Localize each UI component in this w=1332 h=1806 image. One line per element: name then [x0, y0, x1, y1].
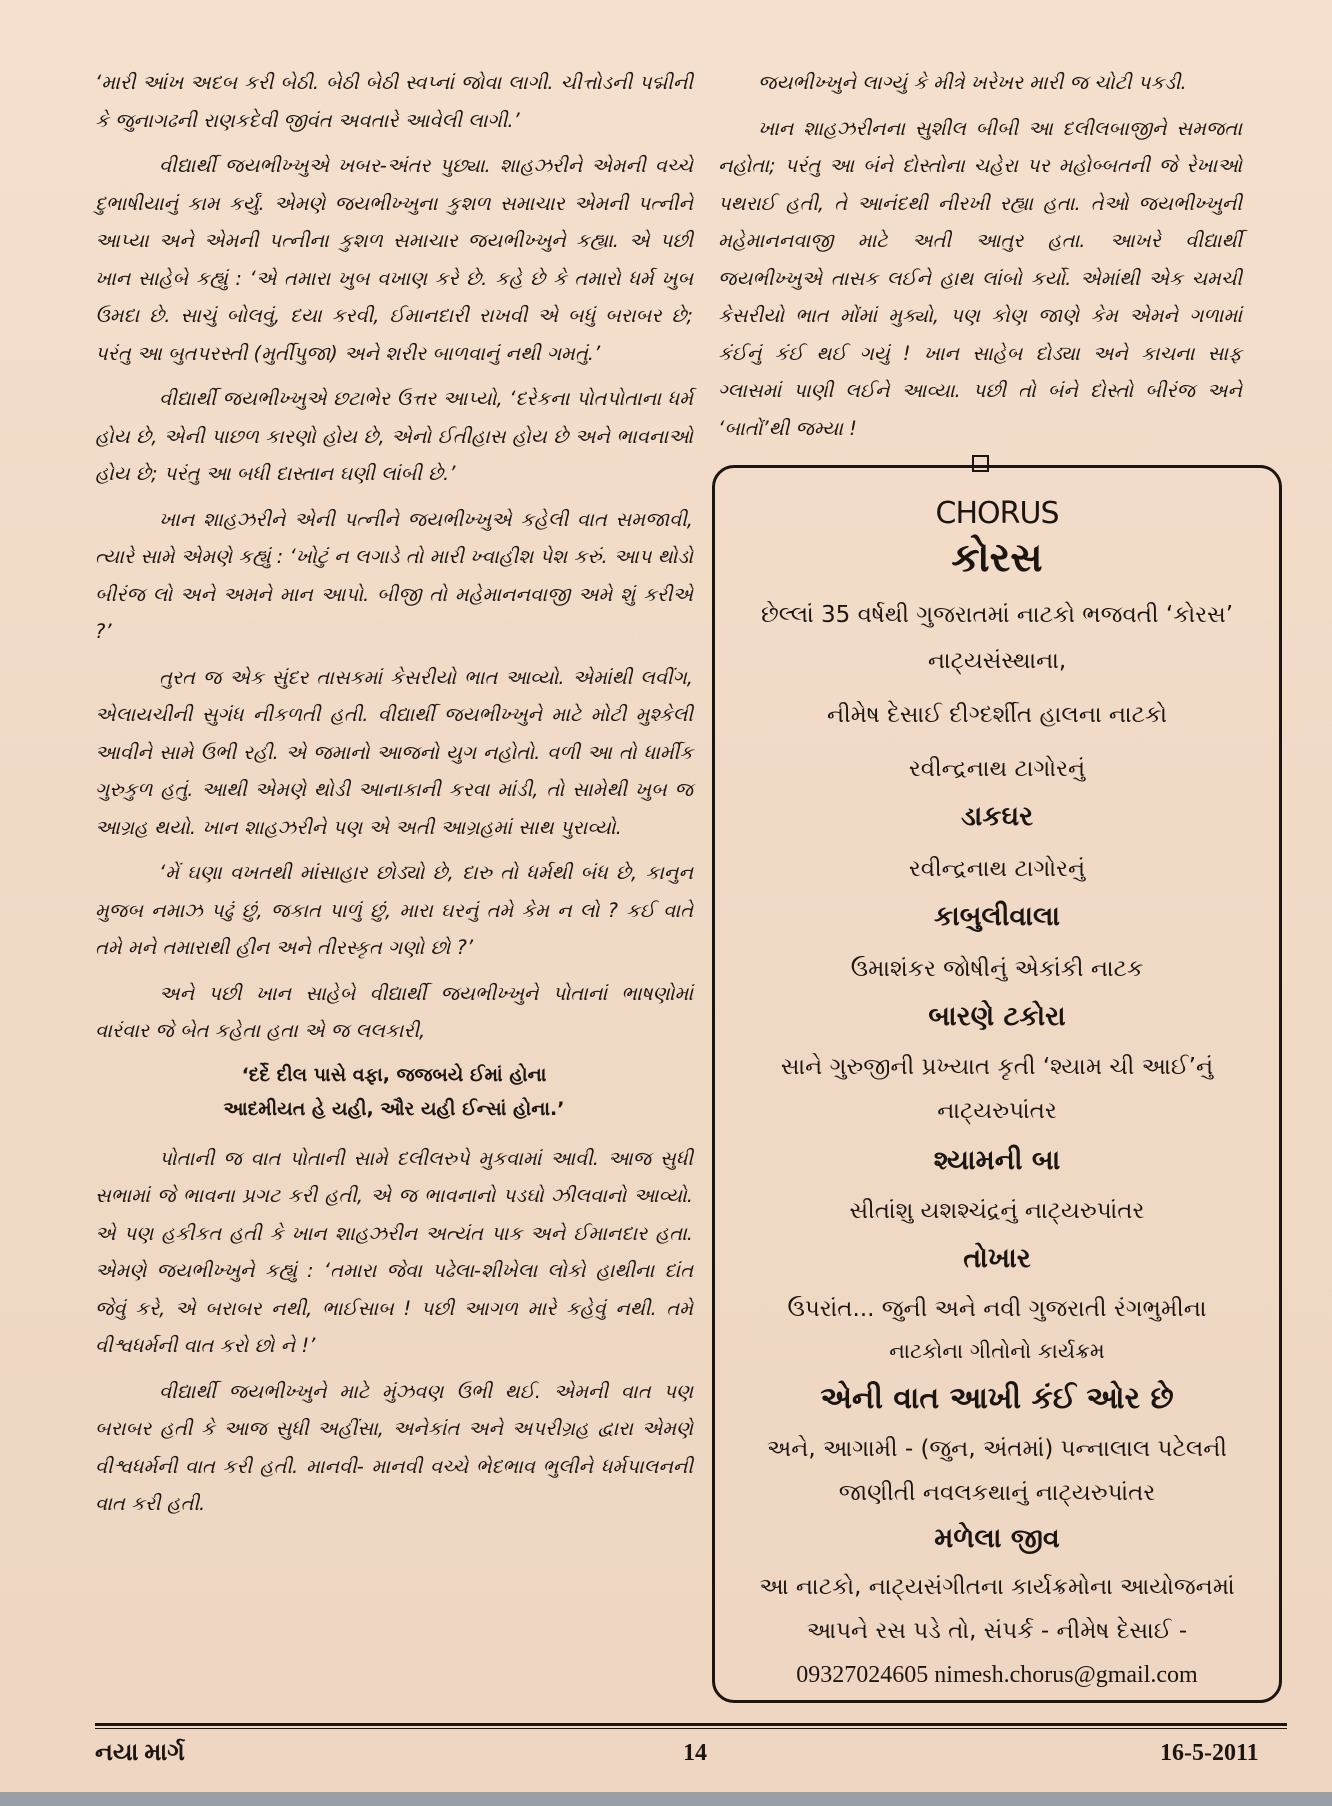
page-number: 14 [683, 1740, 707, 1766]
paragraph: ‘મેં ઘણા વખતથી માંસાહાર છોડ્યો છે, દારુ તો ધર્મથી બંધ છે, કાનુન મુજબ નમાઝ પઢું છું, જકાત પાળું છું, મારા ઘરનું તમે કેમ ન લો ? કઈ વાતે તમે મને તમારાથી હીન અને તીરસ્કૃત ગણો છો ?’ [95, 861, 693, 959]
paragraph: પોતાની જ વાત પોતાની સામે દલીલરુપે મુકવામાં આવી. આજ સુધી સભામાં જે ભાવના પ્રગટ કરી હતી, એ જ ભાવનાનો પડઘો ઝીલવાનો આવ્યો. એ પણ હકીકત હતી કે ખાન શાહઝરીન અત્યંત પાક અને ઈમાનદાર હતા. એમણે જયભીખ્ખુને કહ્યું : ‘તમારા જેવા પઢેલા-શીખેલા લોકો હાથીના દાંત જેવું કરે, એ બરાબર નથી, ભાઈસાબ ! પછી આગળ મારે કહેવું નથી. તમે વીશ્વધર્મની વાત કરો છો ને !’ [95, 1146, 693, 1357]
ad-intro-line: નાટ્યસંસ્થાના, [927, 648, 1067, 674]
play-description: અને, આગામી - (જુન, અંતમાં) પન્નાલાલ પટેલની [767, 1436, 1227, 1462]
couplet-line: ‘દર્દે દીલ પાસે વફા, જજબયે ઈમાં હોના [241, 1063, 547, 1086]
play-description: સાને ગુરુજીની પ્રખ્યાત કૃતી ‘શ્યામ ચી આઈ’નું [780, 1054, 1214, 1080]
play-title: કાબુલીવાલા [934, 901, 1060, 932]
right-column [718, 64, 1242, 472]
couplet [95, 1058, 693, 1126]
ad-intro-line: રવીન્દ્રનાથ ટાગોરનું [908, 756, 1086, 782]
ad-contact-phone-email: 09327024605 nimesh.chorus@gmail.com [796, 1662, 1198, 1688]
paragraph: જયભીખ્ખુને લાગ્યું કે મીત્રે ખરેખર મારી જ ચોટી પકડી. [758, 71, 1187, 94]
scan-edge [0, 1792, 1332, 1806]
play-title: તોખાર [963, 1243, 1031, 1274]
ad-intro-line: નીમેષ દેસાઈ દીગ્દર્શીત હાલના નાટકો [826, 702, 1168, 728]
play-title: એની વાત આખી કંઈ ઓર છે [820, 1381, 1174, 1416]
paragraph: વીદ્યાર્થી જયભીખ્ખુને માટે મુંઝવણ ઉભી થઈ. એમની વાત પણ બરાબર હતી કે આજ સુધી અહીંસા, અનેકાંત અને અપરીગ્રહ દ્વારા એમણે વીશ્વધર્મની વાત કરી હતી. માનવી- માનવી વચ્ચે ભેદભાવ ભુલીને ધર્મપાલનની વાત કરી હતી. [95, 1379, 693, 1515]
play-description: નાટકોના ગીતોનો કાર્યક્રમ [889, 1339, 1105, 1363]
ad-contact-line: આ નાટકો, નાટ્યસંગીતના કાર્યક્રમોના આયોજનમાં [759, 1574, 1235, 1600]
paragraph: વીદ્યાર્થી જયભીખ્ખુએ ખબર-અંતર પુછ્યા. શાહઝરીને એમની વચ્ચે દુભાષીયાનું કામ કર્યું. એમણે જયભીખ્ખુના કુશળ સમાચાર એમની પત્નીને આપ્યા અને એમની પત્નીના કુશળ સમાચાર જયભીખ્ખુને કહ્યા. એ પછી ખાન સાહેબે કહ્યું : ‘એ તમારા ખુબ વખાણ કરે છે. કહે છે કે તમારો ધર્મ ખુબ ઉમદા છે. સાચું બોલવું, દયા કરવી, ઈમાનદારી રાખવી એ બધું બરાબર છે; પરંતુ આ બુતપરસ્તી (મુર્તીપુજા) અને શરીર બાળવાનું નથી ગમતું.’ [95, 154, 693, 365]
play-description: નાટ્યરુપાંતર [937, 1098, 1057, 1124]
paragraph: ખાન શાહઝરીનના સુશીલ બીબી આ દલીલબાજીને સમજતા નહોતા; પરંતુ આ બંને દોસ્તોના ચહેરા પર મહોબ્બતની જે રેખાઓ પથરાઈ હતી, તે આનંદથી નીરખી રહ્યા હતા. તેઓ જયભીખ્ખુની મહેમાનનવાજી માટે અતી આતુર હતા. આખરે વીદ્યાર્થી જયભીખ્ખુએ તાસક લઈને હાથ લાંબો કર્યો. એમાંથી એક ચમચી કેસરીયો ભાત મોંમાં મુક્યો, પણ કોણ જાણે કેમ એમને ગળામાં કંઈનું કંઈ થઈ ગયું ! ખાન સાહેબ દોડ્યા અને કાચના સાફ ગ્લાસમાં પાણી લઈને આવ્યા. પછી તો બંને દોસ્તો બીરંજ અને ‘બાતોં’થી જમ્યા ! [718, 116, 1242, 440]
ad-heading-english: CHORUS [935, 496, 1059, 531]
left-column [95, 64, 693, 1531]
couplet-line: આદમીયત હે યહી, ઔર યહી ઈન્સાં હોના.’ [223, 1097, 565, 1120]
play-title: મળેલા જીવ [934, 1523, 1060, 1554]
chorus-advertisement-box [712, 465, 1282, 1703]
play-title: બારણે ટકોરા [928, 1001, 1066, 1032]
play-title: ડાકઘર [960, 801, 1034, 832]
paragraph: અને પછી ખાન સાહેબે વીદ્યાર્થી જયભીખ્ખુને પોતાનાં ભાષણોમાં વારંવાર જે બેત કહેતા હતા એ જ લલકારી, [95, 981, 693, 1042]
play-description: ઉપરાંત... જુની અને નવી ગુજરાતી રંગભુમીના [787, 1296, 1207, 1322]
paragraph: તુરત જ એક સુંદર તાસકમાં કેસરીયો ભાત આવ્યો. એમાંથી લવીંગ, એલાયચીની સુગંધ નીકળતી હતી. વીદ્યાર્થી જયભીખ્ખુને માટે મોટી મુશ્કેલી આવીને સામે ઉભી રહી. એ જમાનો આજનો યુગ નહોતો. વળી આ તો ધાર્મીક ગુરુકુળ હતું. આથી એમણે થોડી આનાકાની કરવા માંડી, તો સામેથી ખુબ જ આગ્રહ થયો. ખાન શાહઝરીને પણ એ અતી આગ્રહમાં સાથ પુરાવ્યો. [95, 665, 693, 839]
play-description: રવીન્દ્રનાથ ટાગોરનું [908, 856, 1086, 882]
paragraph: ખાન શાહઝરીને એની પત્નીને જયભીખ્ખુએ કહેલી વાત સમજાવી, ત્યારે સામે એમણે કહ્યું : ‘ખોટું ન લગાડે તો મારી ખ્વાહીશ પેશ કરું. આપ થોડો બીરંજ લો અને અમને માન આપો. બીજી તો મહેમાનનવાજી અમે શું કરીએ ?’ [95, 507, 693, 643]
play-description: જાણીતી નવલકથાનું નાટ્યરુપાંતર [838, 1480, 1156, 1506]
issue-date: 16-5-2011 [1160, 1740, 1259, 1766]
ad-heading-gujarati: કોરસ [951, 535, 1043, 581]
magazine-name: નયા માર્ગ [95, 1740, 185, 1766]
ad-contact-line: આપને રસ પડે તો, સંપર્ક - નીમેષ દેસાઈ - [806, 1618, 1188, 1644]
play-title: શ્યામની બા [933, 1145, 1061, 1176]
footer-divider [95, 1728, 1287, 1729]
paragraph: વીદ્યાર્થી જયભીખ્ખુએ છટાભેર ઉત્તર આપ્યો, ‘દરેકના પોતપોતાના ધર્મ હોય છે, એની પાછળ કારણો હોય છે, એનો ઈતીહાસ હોય છે અને ભાવનાઓ હોય છે; પરંતુ આ બધી દાસ્તાન ઘણી લાંબી છે.’ [95, 387, 693, 485]
play-description: સીતાંશુ યશશ્ચંદ્રનું નાટ્યરુપાંતર [849, 1198, 1145, 1224]
ad-intro-line: છેલ્લાં 35 વર્ષથી ગુજરાતમાં નાટકો ભજવતી ‘કોરસ’ [760, 602, 1234, 628]
paragraph: ‘મારી આંખ અદબ કરી બેઠી. બેઠી બેઠી સ્વપ્નાં જોવા લાગી. ચીત્તોડની પદ્મીની કે જુનાગઢની રાણકદેવી જીવંત અવતારે આવેલી લાગી.’ [95, 71, 693, 132]
play-description: ઉમાશંકર જોષીનું એકાંકી નાટક [850, 956, 1144, 982]
footer-divider [95, 1723, 1287, 1726]
